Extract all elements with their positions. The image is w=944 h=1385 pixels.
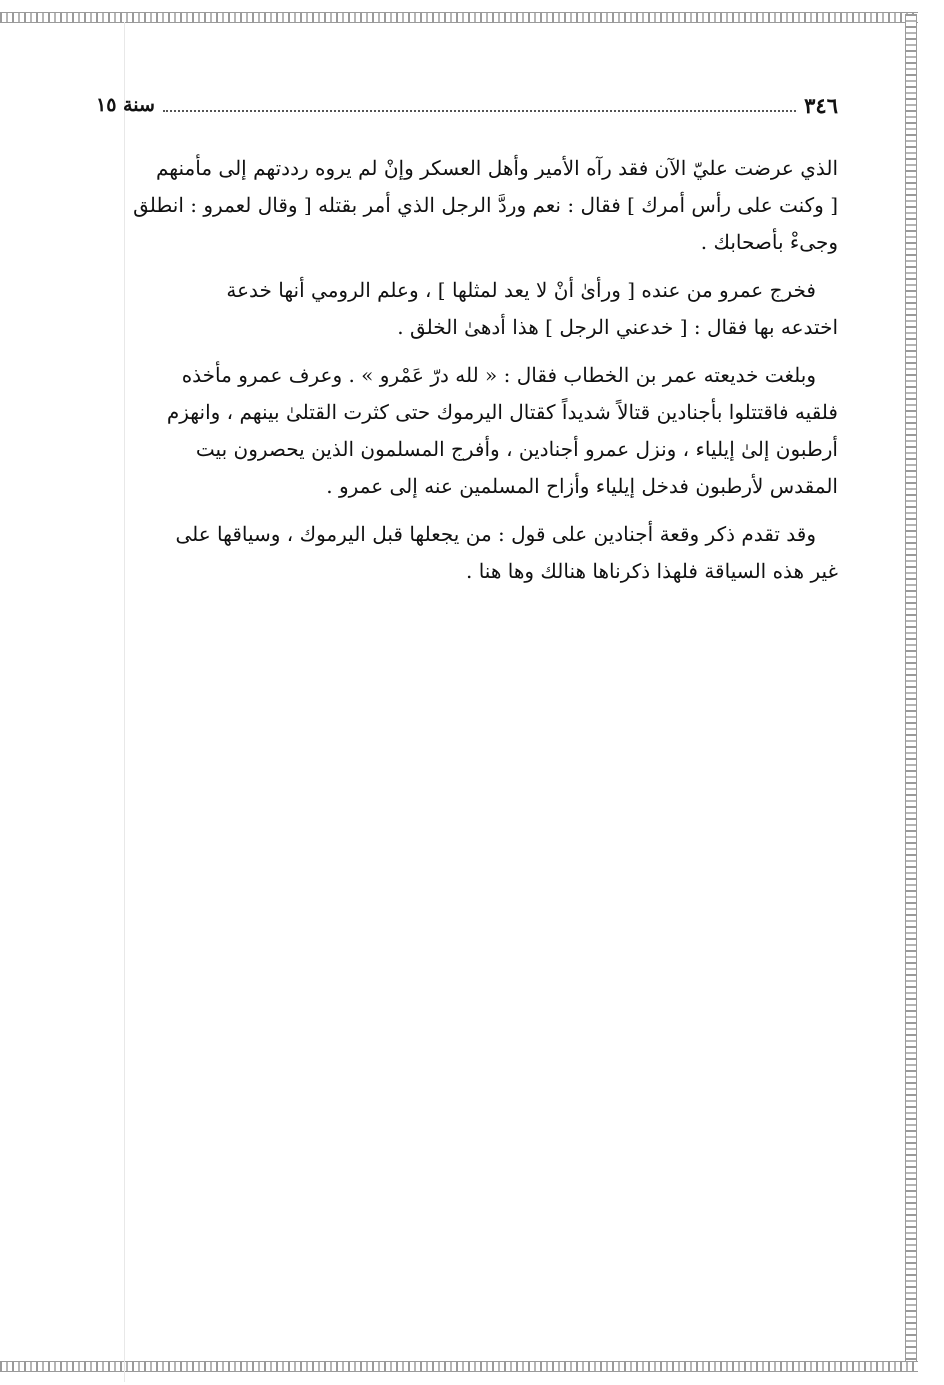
header-leader-dots <box>163 110 796 112</box>
page-body <box>96 150 838 601</box>
text-line: فلقيه فاقتتلوا بأجنادين قتالاً شديداً كقتال اليرموك حتى كثرت القتلىٰ بينهم ، وانهزم <box>166 400 838 424</box>
paragraph-3 <box>96 357 838 505</box>
running-head: سنة ١٥ <box>96 94 155 116</box>
text-line: الذي عرضت عليّ الآن فقد رآه الأمير وأهل العسكر وإنْ لم يروه رددتهم إلى مأمنهم <box>155 156 838 180</box>
text-line: المقدس لأرطبون فدخل إيلياء وأزاح المسلمين عنه إلى عمرو . <box>326 474 838 498</box>
ornamental-border-top <box>0 12 918 23</box>
paragraph-4 <box>96 516 838 590</box>
page-header <box>96 88 838 122</box>
text-line: وقد تقدم ذكر وقعة أجنادين على قول : من يجعلها قبل اليرموك ، وسياقها على <box>175 522 816 546</box>
paragraph-2 <box>96 272 838 346</box>
text-line: وبلغت خديعته عمر بن الخطاب فقال : « لله درّ عَمْرو » . وعرف عمرو مأخذه <box>181 363 816 387</box>
ornamental-border-bottom <box>0 1361 918 1372</box>
page-number: ٣٤٦ <box>804 92 838 118</box>
text-line: فخرج عمرو من عنده [ ورأىٰ أنْ لا يعد لمثلها ] ، وعلم الرومي أنها خدعة <box>226 278 816 302</box>
text-line: أرطبون إلىٰ إيلياء ، ونزل عمرو أجنادين ، وأفرج المسلمون الذين يحصرون بيت <box>195 437 838 461</box>
ornamental-border-right <box>905 14 917 1368</box>
text-line: [ وكنت على رأس أمرك ] فقال : نعم وردَّ الرجل الذي أمر بقتله [ وقال لعمرو : انطلق <box>133 193 838 217</box>
text-line: وجىءْ بأصحابك . <box>700 230 838 254</box>
paragraph-1 <box>96 150 838 261</box>
text-line: غير هذه السياقة فلهذا ذكرناها هنالك وها هنا . <box>466 559 838 583</box>
text-line: اختدعه بها فقال : [ خدعني الرجل ] هذا أدهىٰ الخلق . <box>397 315 838 339</box>
